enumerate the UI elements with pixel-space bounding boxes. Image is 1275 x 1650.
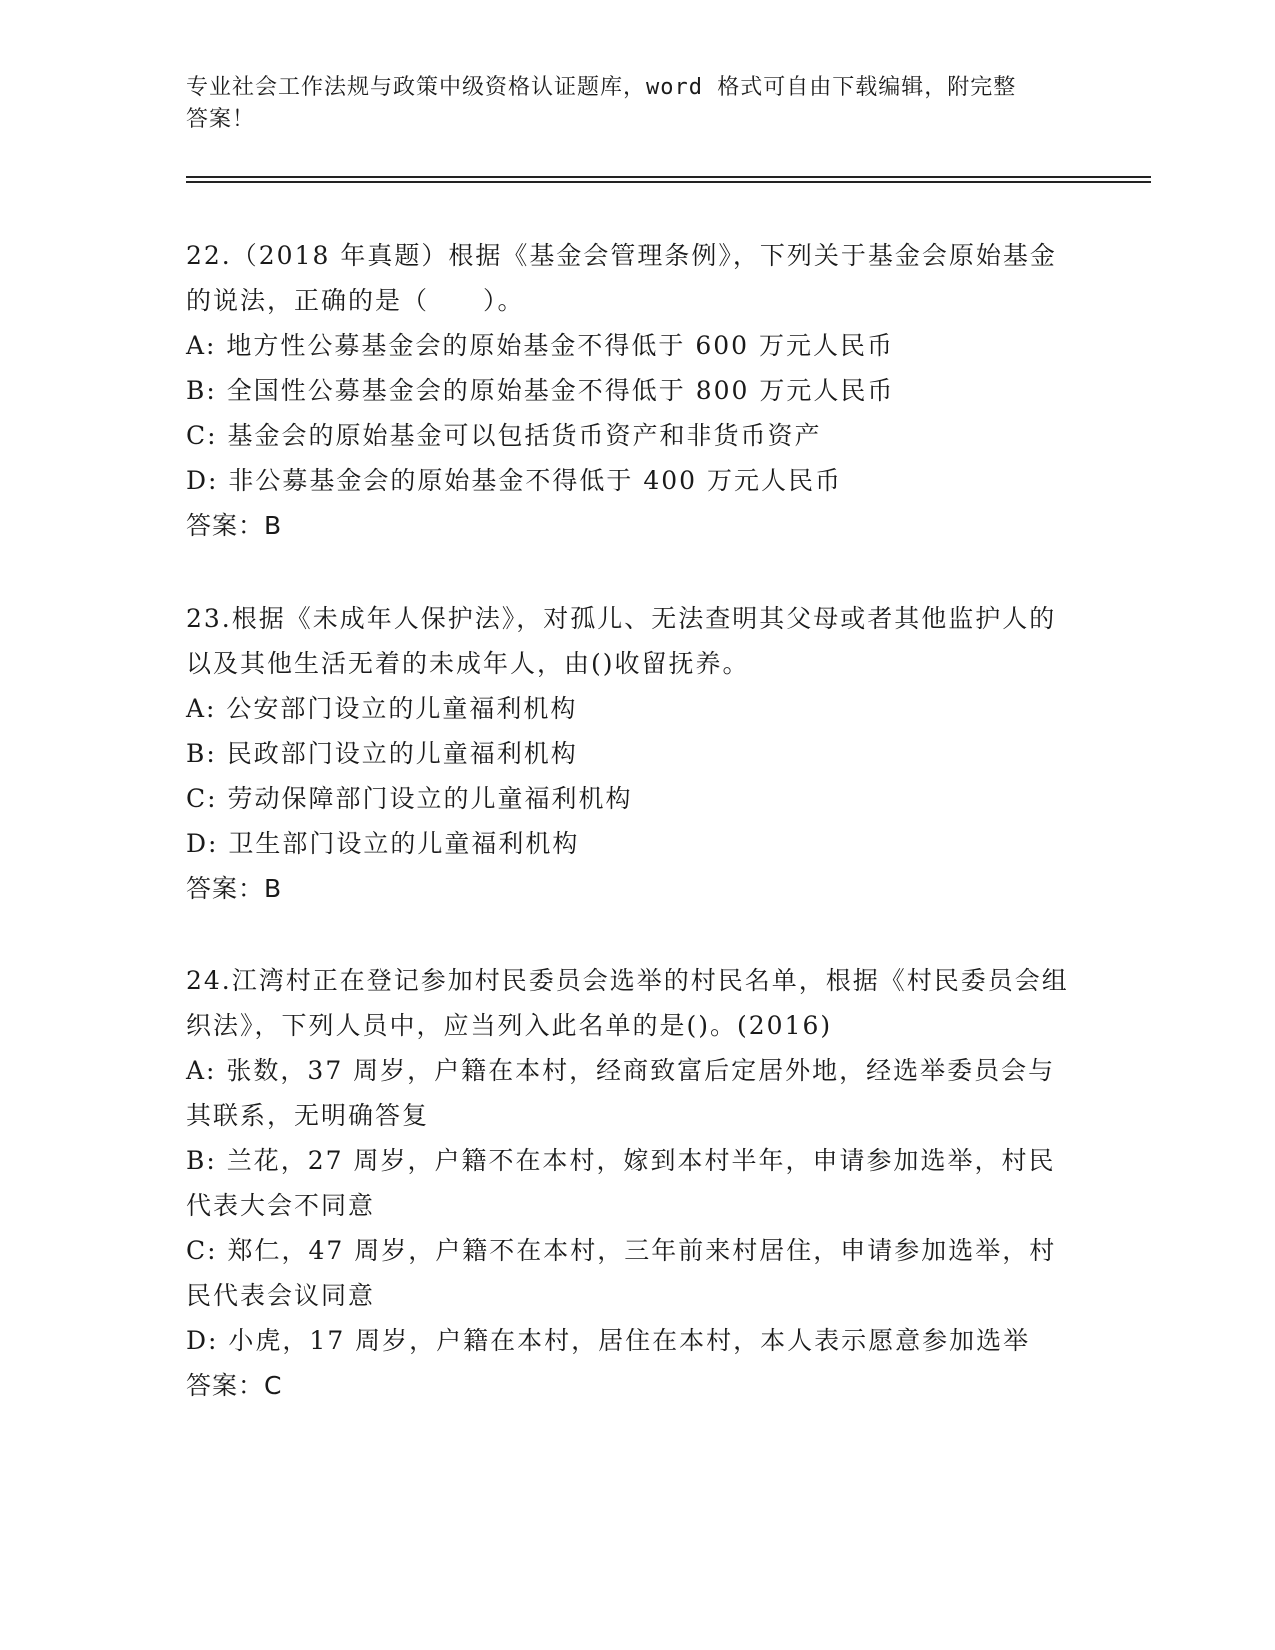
option-d: D: 非公募基金会的原始基金不得低于 400 万元人民币 <box>186 466 843 495</box>
question-22 <box>186 233 1076 548</box>
header-line-1: 专业社会工作法规与政策中级资格认证题库，word 格式可自由下载编辑，附完整 <box>186 75 1017 100</box>
question-24 <box>186 958 1076 1408</box>
option-c: C: 基金会的原始基金可以包括货币资产和非货币资产 <box>186 421 822 450</box>
option-d: D: 小虎，17 周岁，户籍在本村，居住在本村，本人表示愿意参加选举 <box>186 1326 1031 1355</box>
header-line-2: 答案！ <box>186 107 256 132</box>
question-text: 23.根据《未成年人保护法》，对孤儿、无法查明其父母或者其他监护人的以及其他生活无着的未成年人，由()收留抚养。 <box>186 604 1057 678</box>
option-d: D: 卫生部门设立的儿童福利机构 <box>186 829 580 858</box>
option-c: C: 郑仁，47 周岁，户籍不在本村，三年前来村居住，申请参加选举，村民代表会议同意 <box>186 1236 1057 1310</box>
option-a: A: 张数，37 周岁，户籍在本村，经商致富后定居外地，经选举委员会与其联系，无明确答复 <box>186 1056 1056 1130</box>
option-a: A: 公安部门设立的儿童福利机构 <box>186 694 578 723</box>
option-c: C: 劳动保障部门设立的儿童福利机构 <box>186 784 633 813</box>
option-b: B: 兰花，27 周岁，户籍不在本村，嫁到本村半年，申请参加选举，村民代表大会不同意 <box>186 1146 1056 1220</box>
answer-line: 答案：B <box>186 511 283 540</box>
answer-line: 答案：C <box>186 1371 283 1400</box>
header-divider-top <box>186 176 1151 178</box>
document-header <box>186 72 1066 136</box>
answer-line: 答案：B <box>186 874 283 903</box>
option-b: B: 全国性公募基金会的原始基金不得低于 800 万元人民币 <box>186 376 895 405</box>
option-b: B: 民政部门设立的儿童福利机构 <box>186 739 578 768</box>
header-divider-bottom <box>186 181 1151 183</box>
question-text: 22.（2018 年真题）根据《基金会管理条例》，下列关于基金会原始基金的说法，正确的是（ ）。 <box>186 241 1057 315</box>
option-a: A: 地方性公募基金会的原始基金不得低于 600 万元人民币 <box>186 331 895 360</box>
question-text: 24.江湾村正在登记参加村民委员会选举的村民名单，根据《村民委员会组织法》，下列人员中，应当列入此名单的是()。(2016) <box>186 966 1069 1040</box>
question-23 <box>186 596 1076 911</box>
